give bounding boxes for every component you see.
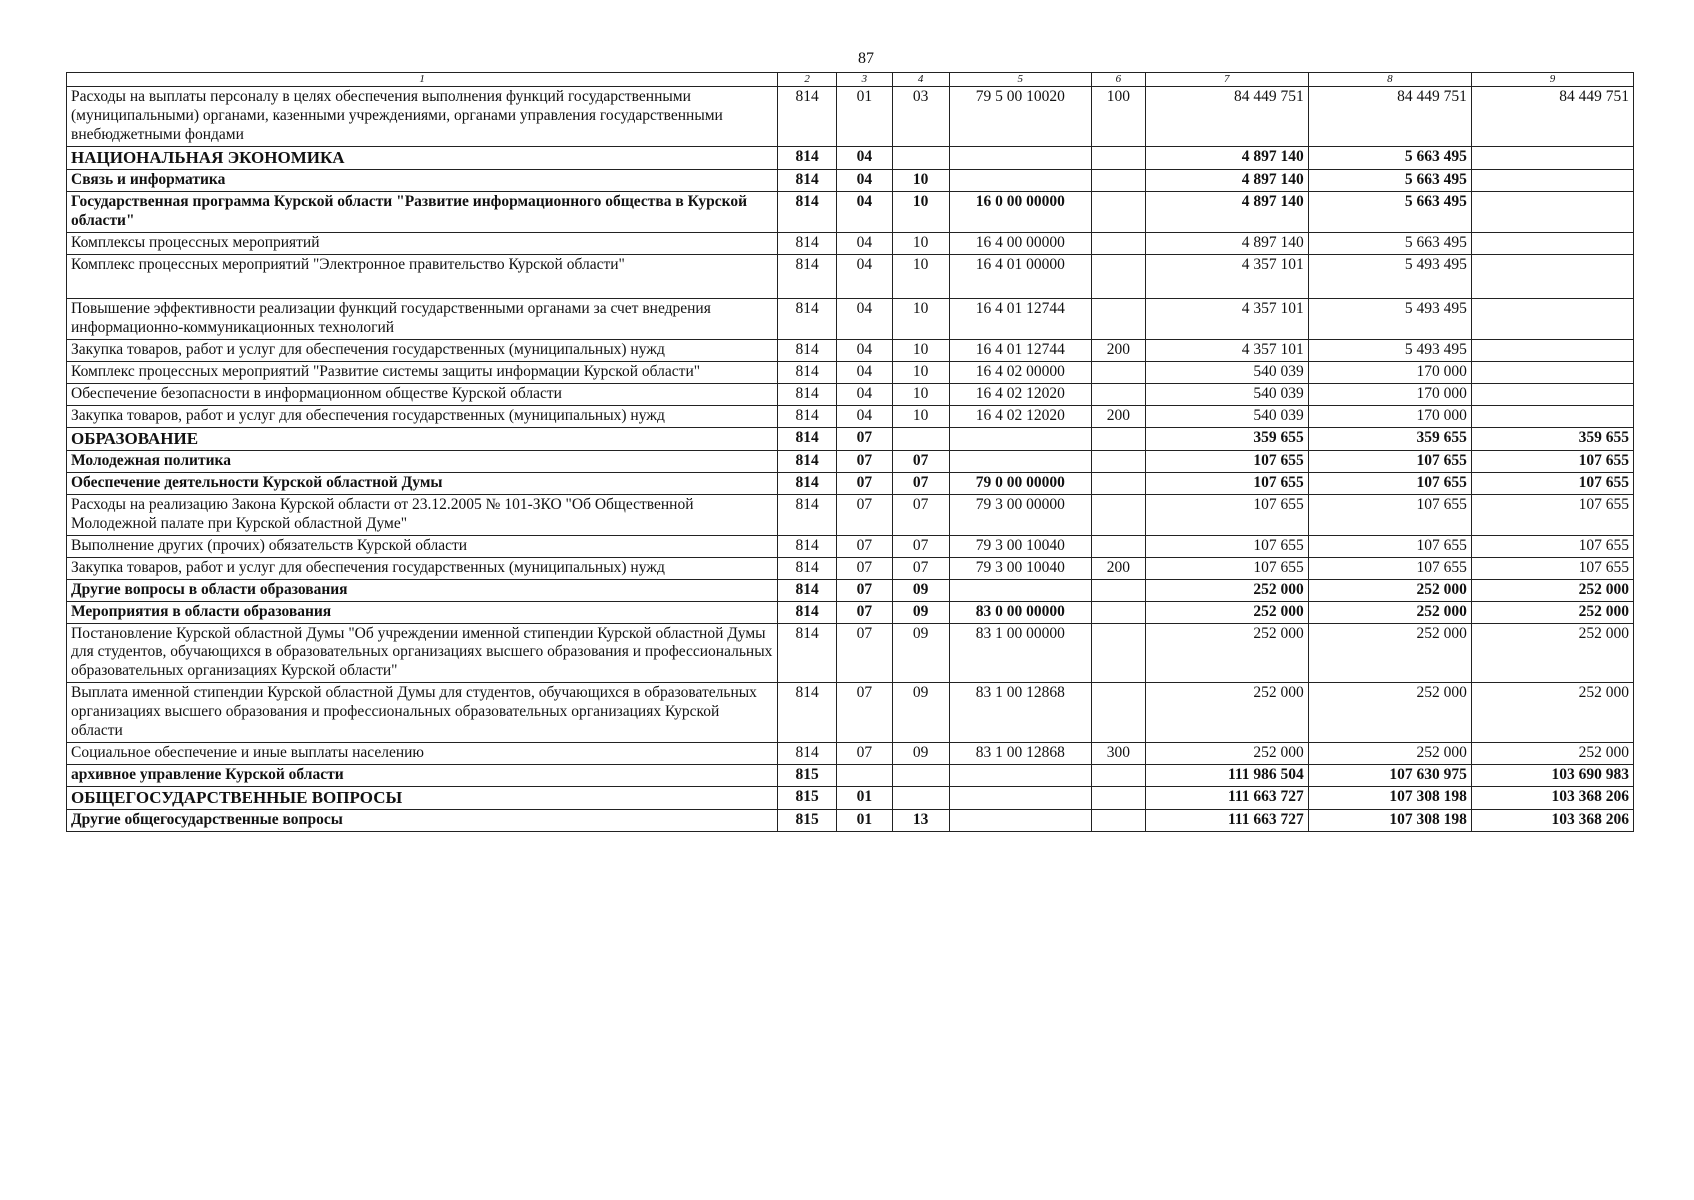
section-code-cell: 04 [837,361,893,383]
table-row [67,146,1634,170]
row-name-cell: Государственная программа Курской области "Развитие информационного общества в Курской области" [67,192,778,233]
column-header: 4 [892,73,949,87]
amount-col9-cell: 107 655 [1471,535,1633,557]
subsection-code-cell: 10 [892,170,949,192]
row-name-cell: Повышение эффективности реализации функций государственными органами за счет внедрения информационно-коммуникационных технологий [67,299,778,340]
table-row [67,535,1634,557]
table-row [67,786,1634,810]
target-article-cell: 16 4 01 12744 [949,339,1091,361]
subsection-code-cell: 10 [892,255,949,299]
section-code-cell: 04 [837,339,893,361]
amount-col8-cell: 170 000 [1308,405,1471,427]
expense-type-cell: 200 [1092,339,1146,361]
subsection-code-cell: 07 [892,535,949,557]
expense-type-cell: 100 [1092,87,1146,147]
expense-type-cell [1092,451,1146,473]
amount-col8-cell: 359 655 [1308,427,1471,451]
amount-col9-cell [1471,361,1633,383]
table-body [67,87,1634,832]
subsection-code-cell: 07 [892,451,949,473]
target-article-cell [949,170,1091,192]
row-name-cell: Мероприятия в области образования [67,601,778,623]
subsection-code-cell: 09 [892,623,949,683]
amount-col9-cell: 84 449 751 [1471,87,1633,147]
row-name-cell: Расходы на реализацию Закона Курской области от 23.12.2005 № 101-ЗКО "Об Общественной Молодежной палате при Курской областной Думе" [67,495,778,536]
target-article-cell [949,451,1091,473]
table-row [67,233,1634,255]
column-header: 2 [778,73,837,87]
amount-col9-cell: 252 000 [1471,601,1633,623]
amount-col7-cell: 4 357 101 [1145,339,1308,361]
section-code-cell: 01 [837,87,893,147]
amount-col8-cell: 252 000 [1308,579,1471,601]
amount-col7-cell: 540 039 [1145,383,1308,405]
table-row [67,557,1634,579]
subsection-code-cell: 03 [892,87,949,147]
amount-col8-cell: 107 655 [1308,535,1471,557]
amount-col7-cell: 4 897 140 [1145,146,1308,170]
table-row [67,764,1634,786]
expense-type-cell [1092,473,1146,495]
amount-col7-cell: 540 039 [1145,361,1308,383]
row-name-cell: Социальное обеспечение и иные выплаты населению [67,742,778,764]
section-code-cell [837,764,893,786]
amount-col9-cell [1471,192,1633,233]
subsection-code-cell [892,764,949,786]
amount-col7-cell: 252 000 [1145,683,1308,743]
admin-code-cell: 814 [778,339,837,361]
admin-code-cell: 814 [778,623,837,683]
amount-col7-cell: 4 897 140 [1145,192,1308,233]
expense-type-cell [1092,495,1146,536]
amount-col9-cell: 103 368 206 [1471,810,1633,832]
target-article-cell: 79 5 00 10020 [949,87,1091,147]
row-name-cell: Выполнение других (прочих) обязательств Курской области [67,535,778,557]
expense-type-cell [1092,623,1146,683]
table-row [67,579,1634,601]
amount-col7-cell: 111 663 727 [1145,810,1308,832]
row-name-cell: Закупка товаров, работ и услуг для обеспечения государственных (муниципальных) нужд [67,339,778,361]
amount-col8-cell: 252 000 [1308,601,1471,623]
expense-type-cell: 200 [1092,557,1146,579]
admin-code-cell: 815 [778,810,837,832]
column-header: 1 [67,73,778,87]
amount-col8-cell: 5 663 495 [1308,146,1471,170]
amount-col8-cell: 5 493 495 [1308,339,1471,361]
section-code-cell: 01 [837,810,893,832]
subsection-code-cell [892,786,949,810]
amount-col8-cell: 107 655 [1308,557,1471,579]
row-name-cell: Закупка товаров, работ и услуг для обеспечения государственных (муниципальных) нужд [67,405,778,427]
expense-type-cell [1092,192,1146,233]
amount-col7-cell: 540 039 [1145,405,1308,427]
amount-col9-cell: 252 000 [1471,623,1633,683]
column-header: 9 [1471,73,1633,87]
subsection-code-cell: 10 [892,361,949,383]
amount-col8-cell: 170 000 [1308,383,1471,405]
admin-code-cell: 814 [778,535,837,557]
section-code-cell: 07 [837,557,893,579]
section-code-cell: 04 [837,383,893,405]
expense-type-cell [1092,535,1146,557]
budget-table [66,72,1634,832]
subsection-code-cell: 10 [892,383,949,405]
row-name-cell: ОБЩЕГОСУДАРСТВЕННЫЕ ВОПРОСЫ [67,786,778,810]
amount-col8-cell: 5 663 495 [1308,233,1471,255]
table-row [67,255,1634,299]
subsection-code-cell: 09 [892,683,949,743]
target-article-cell: 16 0 00 00000 [949,192,1091,233]
target-article-cell: 79 0 00 00000 [949,473,1091,495]
column-number-row [67,73,1634,87]
subsection-code-cell: 07 [892,473,949,495]
subsection-code-cell: 10 [892,339,949,361]
admin-code-cell: 814 [778,405,837,427]
amount-col8-cell: 84 449 751 [1308,87,1471,147]
table-row [67,427,1634,451]
amount-col7-cell: 107 655 [1145,473,1308,495]
section-code-cell: 04 [837,146,893,170]
amount-col9-cell [1471,255,1633,299]
amount-col9-cell: 359 655 [1471,427,1633,451]
amount-col9-cell: 107 655 [1471,473,1633,495]
admin-code-cell: 815 [778,764,837,786]
table-row [67,192,1634,233]
amount-col7-cell: 4 357 101 [1145,299,1308,340]
amount-col9-cell [1471,339,1633,361]
admin-code-cell: 814 [778,742,837,764]
table-row [67,683,1634,743]
target-article-cell: 83 0 00 00000 [949,601,1091,623]
amount-col8-cell: 107 308 198 [1308,810,1471,832]
target-article-cell [949,786,1091,810]
section-code-cell: 07 [837,742,893,764]
expense-type-cell [1092,255,1146,299]
target-article-cell: 16 4 00 00000 [949,233,1091,255]
expense-type-cell [1092,579,1146,601]
table-row [67,495,1634,536]
admin-code-cell: 814 [778,557,837,579]
amount-col7-cell: 252 000 [1145,742,1308,764]
expense-type-cell [1092,146,1146,170]
expense-type-cell [1092,810,1146,832]
table-row [67,810,1634,832]
admin-code-cell: 814 [778,255,837,299]
expense-type-cell [1092,170,1146,192]
table-row [67,383,1634,405]
admin-code-cell: 815 [778,786,837,810]
amount-col7-cell: 359 655 [1145,427,1308,451]
expense-type-cell: 300 [1092,742,1146,764]
target-article-cell: 16 4 02 00000 [949,361,1091,383]
expense-type-cell [1092,383,1146,405]
section-code-cell: 07 [837,623,893,683]
section-code-cell: 01 [837,786,893,810]
admin-code-cell: 814 [778,473,837,495]
amount-col9-cell: 103 690 983 [1471,764,1633,786]
expense-type-cell [1092,764,1146,786]
admin-code-cell: 814 [778,427,837,451]
admin-code-cell: 814 [778,146,837,170]
subsection-code-cell: 09 [892,742,949,764]
expense-type-cell [1092,299,1146,340]
target-article-cell [949,764,1091,786]
amount-col9-cell [1471,383,1633,405]
amount-col9-cell [1471,170,1633,192]
target-article-cell: 83 1 00 00000 [949,623,1091,683]
amount-col7-cell: 111 986 504 [1145,764,1308,786]
admin-code-cell: 814 [778,299,837,340]
amount-col9-cell: 252 000 [1471,742,1633,764]
column-header: 8 [1308,73,1471,87]
section-code-cell: 04 [837,299,893,340]
table-row [67,87,1634,147]
target-article-cell: 79 3 00 10040 [949,535,1091,557]
subsection-code-cell: 09 [892,579,949,601]
amount-col7-cell: 107 655 [1145,557,1308,579]
row-name-cell: Комплексы процессных мероприятий [67,233,778,255]
row-name-cell: Другие вопросы в области образования [67,579,778,601]
amount-col9-cell: 103 368 206 [1471,786,1633,810]
amount-col9-cell [1471,233,1633,255]
section-code-cell: 07 [837,683,893,743]
target-article-cell: 16 4 01 12744 [949,299,1091,340]
admin-code-cell: 814 [778,601,837,623]
row-name-cell: Обеспечение деятельности Курской областной Думы [67,473,778,495]
amount-col8-cell: 107 655 [1308,495,1471,536]
target-article-cell [949,146,1091,170]
amount-col7-cell: 252 000 [1145,601,1308,623]
table-row [67,742,1634,764]
section-code-cell: 04 [837,170,893,192]
amount-col7-cell: 252 000 [1145,623,1308,683]
amount-col9-cell: 252 000 [1471,579,1633,601]
subsection-code-cell: 07 [892,557,949,579]
expense-type-cell [1092,361,1146,383]
column-header: 5 [949,73,1091,87]
subsection-code-cell: 10 [892,192,949,233]
expense-type-cell [1092,601,1146,623]
subsection-code-cell: 07 [892,495,949,536]
section-code-cell: 07 [837,495,893,536]
amount-col9-cell: 107 655 [1471,495,1633,536]
target-article-cell [949,579,1091,601]
target-article-cell: 79 3 00 00000 [949,495,1091,536]
subsection-code-cell [892,427,949,451]
subsection-code-cell [892,146,949,170]
amount-col7-cell: 107 655 [1145,535,1308,557]
row-name-cell: ОБРАЗОВАНИЕ [67,427,778,451]
row-name-cell: архивное управление Курской области [67,764,778,786]
subsection-code-cell: 10 [892,299,949,340]
amount-col8-cell: 252 000 [1308,623,1471,683]
admin-code-cell: 814 [778,87,837,147]
target-article-cell [949,427,1091,451]
target-article-cell: 83 1 00 12868 [949,742,1091,764]
table-row [67,361,1634,383]
amount-col7-cell: 107 655 [1145,495,1308,536]
amount-col7-cell: 84 449 751 [1145,87,1308,147]
table-row [67,451,1634,473]
page-number: 87 [858,50,874,67]
table-row [67,601,1634,623]
section-code-cell: 07 [837,451,893,473]
amount-col9-cell [1471,146,1633,170]
amount-col8-cell: 5 493 495 [1308,255,1471,299]
target-article-cell: 16 4 01 00000 [949,255,1091,299]
row-name-cell: НАЦИОНАЛЬНАЯ ЭКОНОМИКА [67,146,778,170]
amount-col9-cell [1471,405,1633,427]
table-row [67,405,1634,427]
amount-col8-cell: 107 655 [1308,473,1471,495]
amount-col8-cell: 5 663 495 [1308,192,1471,233]
section-code-cell: 07 [837,601,893,623]
amount-col9-cell: 252 000 [1471,683,1633,743]
row-name-cell: Связь и информатика [67,170,778,192]
section-code-cell: 04 [837,233,893,255]
row-name-cell: Другие общегосударственные вопросы [67,810,778,832]
amount-col7-cell: 111 663 727 [1145,786,1308,810]
expense-type-cell [1092,786,1146,810]
admin-code-cell: 814 [778,451,837,473]
admin-code-cell: 814 [778,192,837,233]
section-code-cell: 07 [837,579,893,601]
row-name-cell: Закупка товаров, работ и услуг для обеспечения государственных (муниципальных) нужд [67,557,778,579]
admin-code-cell: 814 [778,495,837,536]
amount-col9-cell: 107 655 [1471,557,1633,579]
expense-type-cell [1092,427,1146,451]
subsection-code-cell: 13 [892,810,949,832]
target-article-cell: 16 4 02 12020 [949,383,1091,405]
row-name-cell: Выплата именной стипендии Курской областной Думы для студентов, обучающихся в образовательных организациях высшего образования и профессиональных образовательных организациях Курской области [67,683,778,743]
table-row [67,473,1634,495]
row-name-cell: Постановление Курской областной Думы "Об учреждении именной стипендии Курской областной Думы для студентов, обучающихся в образовательных организациях высшего образования и профессиональных образовательных организациях Курской области" [67,623,778,683]
section-code-cell: 07 [837,473,893,495]
row-name-cell: Молодежная политика [67,451,778,473]
amount-col7-cell: 4 357 101 [1145,255,1308,299]
subsection-code-cell: 10 [892,405,949,427]
amount-col8-cell: 5 493 495 [1308,299,1471,340]
amount-col8-cell: 252 000 [1308,742,1471,764]
amount-col8-cell: 107 630 975 [1308,764,1471,786]
admin-code-cell: 814 [778,233,837,255]
section-code-cell: 04 [837,405,893,427]
amount-col9-cell [1471,299,1633,340]
row-name-cell: Обеспечение безопасности в информационном обществе Курской области [67,383,778,405]
target-article-cell: 83 1 00 12868 [949,683,1091,743]
admin-code-cell: 814 [778,579,837,601]
amount-col9-cell: 107 655 [1471,451,1633,473]
row-name-cell: Комплекс процессных мероприятий "Электронное правительство Курской области" [67,255,778,299]
amount-col8-cell: 170 000 [1308,361,1471,383]
subsection-code-cell: 09 [892,601,949,623]
subsection-code-cell: 10 [892,233,949,255]
table-row [67,339,1634,361]
column-header: 6 [1092,73,1146,87]
admin-code-cell: 814 [778,361,837,383]
expense-type-cell [1092,233,1146,255]
target-article-cell [949,810,1091,832]
row-name-cell: Комплекс процессных мероприятий "Развитие системы защиты информации Курской области" [67,361,778,383]
table-row [67,299,1634,340]
amount-col8-cell: 5 663 495 [1308,170,1471,192]
admin-code-cell: 814 [778,683,837,743]
section-code-cell: 07 [837,427,893,451]
column-header: 7 [1145,73,1308,87]
admin-code-cell: 814 [778,170,837,192]
target-article-cell: 79 3 00 10040 [949,557,1091,579]
amount-col7-cell: 252 000 [1145,579,1308,601]
amount-col8-cell: 252 000 [1308,683,1471,743]
amount-col8-cell: 107 308 198 [1308,786,1471,810]
amount-col8-cell: 107 655 [1308,451,1471,473]
table-row [67,623,1634,683]
target-article-cell: 16 4 02 12020 [949,405,1091,427]
admin-code-cell: 814 [778,383,837,405]
table-row [67,170,1634,192]
section-code-cell: 04 [837,192,893,233]
section-code-cell: 07 [837,535,893,557]
amount-col7-cell: 107 655 [1145,451,1308,473]
amount-col7-cell: 4 897 140 [1145,233,1308,255]
section-code-cell: 04 [837,255,893,299]
amount-col7-cell: 4 897 140 [1145,170,1308,192]
expense-type-cell [1092,683,1146,743]
column-header: 3 [837,73,893,87]
row-name-cell: Расходы на выплаты персоналу в целях обеспечения выполнения функций государственными (муниципальными) органами, казенными учреждениями, органами управления государственными внебюджетными фондами [67,87,778,147]
expense-type-cell: 200 [1092,405,1146,427]
